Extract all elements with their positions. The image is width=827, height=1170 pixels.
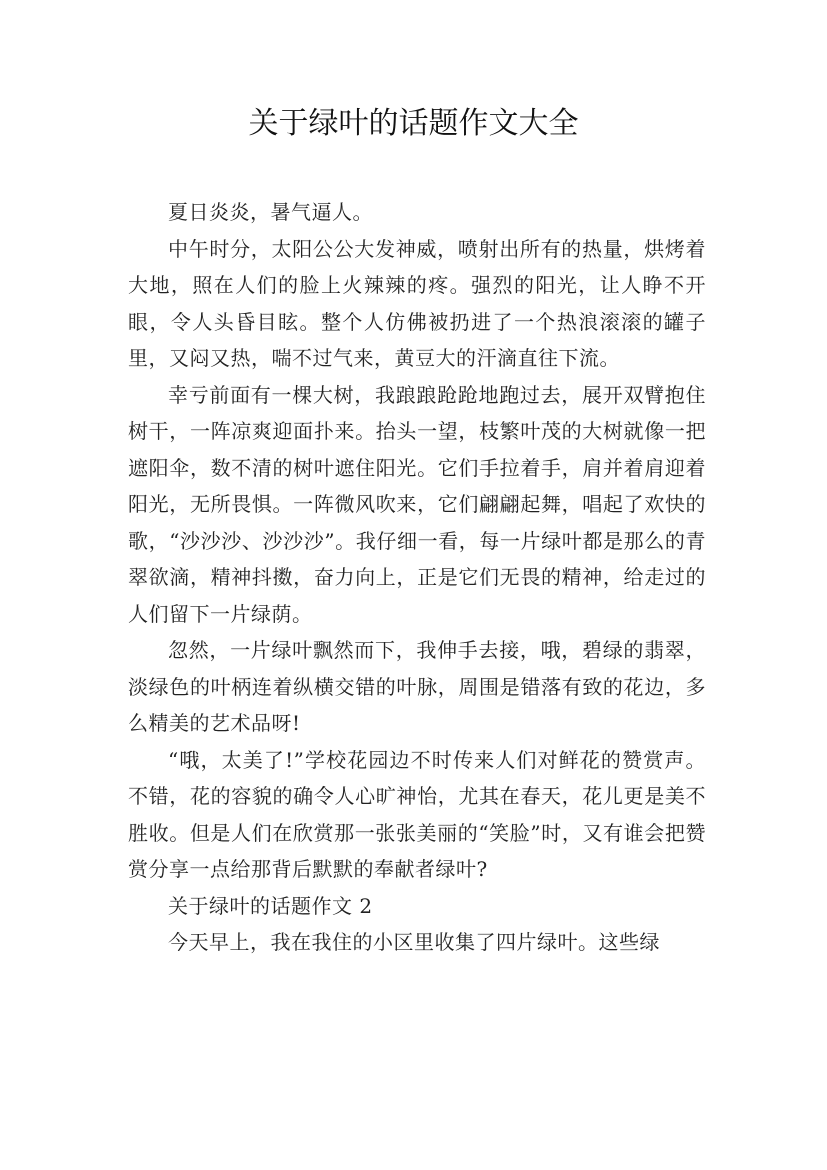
paragraph: 忽然，一片绿叶飘然而下，我伸手去接，哦，碧绿的翡翠，淡绿色的叶柄连着纵横交错的叶脉，周围是错落有致的花边，多么精美的艺术品呀! xyxy=(128,638,706,735)
paragraph: “哦，太美了!”学校花园边不时传来人们对鲜花的赞赏声。不错，花的容貌的确令人心旷神怡，尤其在春天，花儿更是美不胜收。但是人们在欣赏那一张张美丽的“笑脸”时，又有谁会把赞赏分享一点给那背后默默的奉献者绿叶? xyxy=(128,747,706,881)
paragraph: 中午时分，太阳公公大发神威，喷射出所有的热量，烘烤着大地，照在人们的脸上火辣辣的疼。强烈的阳光，让人睁不开眼，令人头昏目眩。整个人仿佛被扔进了一个热浪滚滚的罐子里，又闷又热，喘不过气来，黄豆大的汗滴直往下流。 xyxy=(128,236,706,370)
paragraph: 今天早上，我在我住的小区里收集了四片绿叶。这些绿 xyxy=(168,930,660,954)
paragraph: 夏日炎炎，暑气逼人。 xyxy=(168,200,373,224)
document-body xyxy=(128,194,706,961)
paragraph: 幸亏前面有一棵大树，我踉踉跄跄地跑过去，展开双臂抱住树干，一阵凉爽迎面扑来。抬头一望，枝繁叶茂的大树就像一把遮阳伞，数不清的树叶遮住阳光。它们手拉着手，肩并着肩迎着阳光，无所畏惧。一阵微风吹来，它们翩翩起舞，唱起了欢快的歌，“沙沙沙、沙沙沙”。我仔细一看，每一片绿叶都是那么的青翠欲滴，精神抖擞，奋力向上，正是它们无畏的精神，给走过的人们留下一片绿荫。 xyxy=(128,382,706,626)
document-title: 关于绿叶的话题作文大全 xyxy=(248,106,579,141)
section-heading: 关于绿叶的话题作文 2 xyxy=(168,893,373,918)
